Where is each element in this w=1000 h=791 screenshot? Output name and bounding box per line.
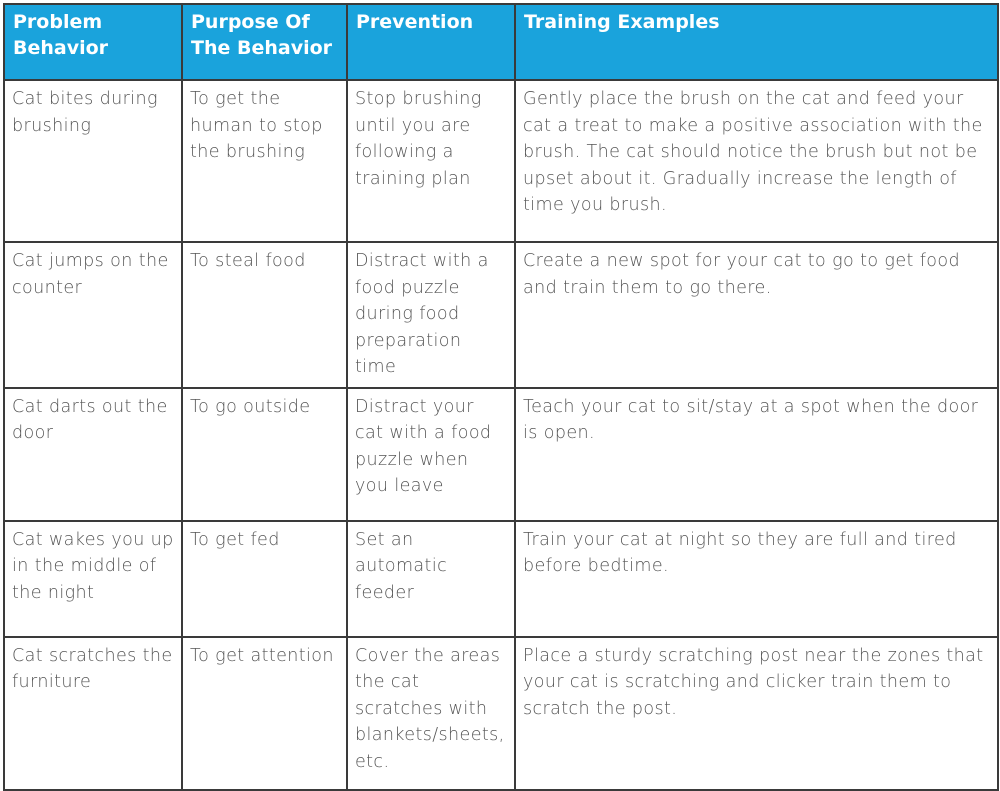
- cell-problem: Cat jumps on the counter: [4, 242, 182, 388]
- cell-problem: Cat darts out the door: [4, 388, 182, 521]
- cell-training: Place a sturdy scratching post near the zones that your cat is scratching and clicker train them to scratch the post.: [515, 637, 998, 790]
- header-problem-behavior: Problem Behavior: [4, 4, 182, 80]
- cell-prevention: Stop brushing until you are following a training plan: [347, 80, 515, 242]
- table-row: [4, 637, 998, 790]
- behavior-table-container: [3, 3, 997, 780]
- cell-purpose: To get the human to stop the brushing: [182, 80, 347, 242]
- cell-prevention: Distract with a food puzzle during food preparation time: [347, 242, 515, 388]
- table-row: [4, 242, 998, 388]
- cell-purpose: To get fed: [182, 521, 347, 637]
- header-purpose: Purpose Of The Behavior: [182, 4, 347, 80]
- cell-prevention: Distract your cat with a food puzzle when you leave: [347, 388, 515, 521]
- cell-problem: Cat wakes you up in the middle of the night: [4, 521, 182, 637]
- header-prevention: Prevention: [347, 4, 515, 80]
- table-row: [4, 80, 998, 242]
- cell-problem: Cat scratches the furniture: [4, 637, 182, 790]
- cell-purpose: To go outside: [182, 388, 347, 521]
- cell-training: Gently place the brush on the cat and feed your cat a treat to make a positive association with the brush. The cat should notice the brush but not be upset about it. Gradually increase the length of time you brush.: [515, 80, 998, 242]
- table-header-row: [4, 4, 998, 80]
- header-training-examples: Training Examples: [515, 4, 998, 80]
- table-row: [4, 388, 998, 521]
- cell-training: Create a new spot for your cat to go to get food and train them to go there.: [515, 242, 998, 388]
- table-row: [4, 521, 998, 637]
- cell-problem: Cat bites during brushing: [4, 80, 182, 242]
- cell-training: Train your cat at night so they are full and tired before bedtime.: [515, 521, 998, 637]
- cell-purpose: To get attention: [182, 637, 347, 790]
- cell-prevention: Set an automatic feeder: [347, 521, 515, 637]
- cell-training: Teach your cat to sit/stay at a spot when the door is open.: [515, 388, 998, 521]
- cell-purpose: To steal food: [182, 242, 347, 388]
- cell-prevention: Cover the areas the cat scratches with blankets/sheets, etc.: [347, 637, 515, 790]
- behavior-table: [3, 3, 999, 791]
